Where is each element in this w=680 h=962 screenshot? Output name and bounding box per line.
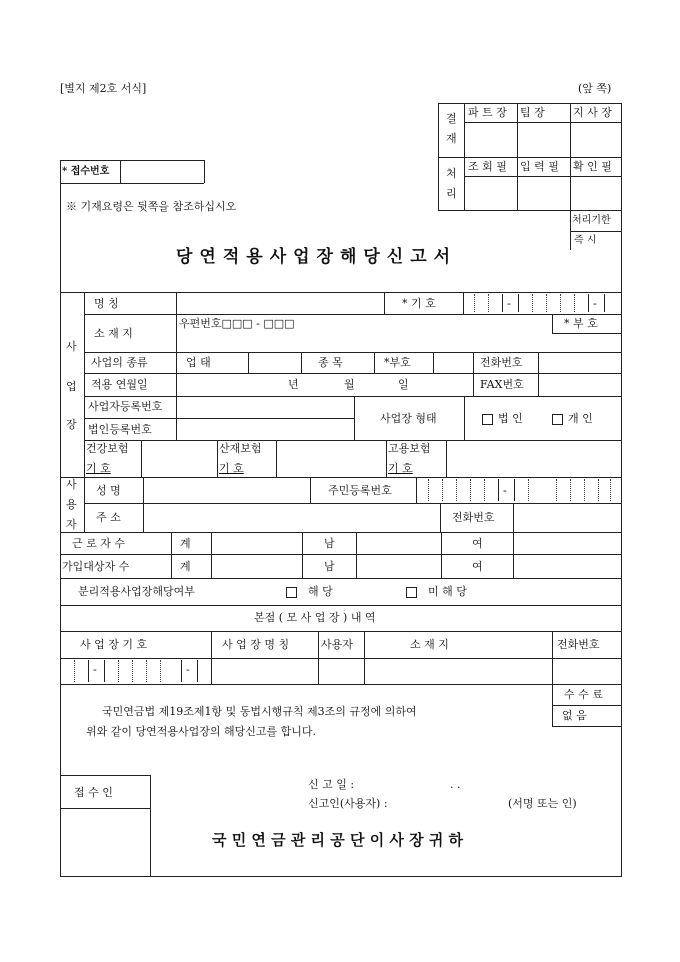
page-side: (앞 쪽)	[578, 82, 612, 95]
workplace-form-label: 사업장 형태	[380, 412, 437, 425]
role-part-leader: 파 트 장	[468, 106, 507, 119]
addressee: 국 민 연 금 관 리 공 단 이 사 장 귀 하	[212, 831, 464, 849]
hq-col-address: 소 재 지	[410, 638, 449, 651]
apply-date-label: 적용 연월일	[91, 378, 148, 391]
address-label: 소 재 지	[94, 327, 133, 340]
employer-side-2: 용	[66, 498, 77, 511]
year-label: 년	[288, 378, 299, 391]
hq-col-code: 사 업 장 기 호	[80, 638, 148, 651]
separate-no-checkbox[interactable]	[406, 587, 417, 598]
insured-label: 가입대상자 수	[62, 560, 130, 573]
individual-checkbox[interactable]	[552, 414, 563, 425]
employer-address-label: 주 소	[96, 511, 121, 524]
individual-option-label: 개 인	[568, 412, 593, 425]
sub-code2-label: *부호	[384, 356, 411, 369]
fee-value: 없 음	[562, 709, 587, 722]
code-dash-1: -	[507, 297, 511, 310]
health-ins-label-1: 건강보험	[86, 442, 129, 455]
reporter-label: 신고인(사용자) :	[308, 797, 388, 810]
industrial-ins-label-2: 기 호	[219, 462, 244, 475]
day-label: 일	[398, 378, 409, 391]
health-ins-label-2: 기 호	[86, 462, 111, 475]
workplace-code-label: * 기 호	[402, 297, 436, 310]
industrial-ins-label-1: 산재보험	[219, 442, 262, 455]
employment-ins-label-2: 기 호	[388, 462, 413, 475]
receipt-number-label: * 접수번호	[62, 166, 110, 177]
corp-reg-label: 법인등록번호	[88, 423, 152, 436]
corp-option-label: 법 인	[498, 412, 523, 425]
employer-name-label: 성 명	[96, 484, 121, 497]
separate-yes-checkbox[interactable]	[286, 587, 297, 598]
role-branch-head: 지 사 장	[573, 106, 612, 119]
declaration-line-1: 국민연금법 제19조제1항 및 동법시행규칙 제3조의 규정에 의하여	[102, 705, 417, 718]
industry-label: 업 태	[186, 356, 211, 369]
employer-phone-label: 전화번호	[452, 511, 495, 524]
separate-no-label: 미 해 당	[428, 585, 467, 598]
deadline-value: 즉 시	[574, 235, 597, 246]
insured-female-label: 여	[472, 560, 483, 573]
signature-note: (서명 또는 인)	[508, 797, 577, 810]
month-label: 월	[344, 378, 355, 391]
approval-label-2: 재	[446, 132, 457, 145]
hq-col-name: 사 업 장 명 칭	[222, 638, 290, 651]
employer-side-1: 사	[66, 478, 77, 491]
hq-col-phone: 전화번호	[557, 638, 600, 651]
sub-code-label: * 부 호	[564, 317, 598, 330]
hq-col-employer: 사용자	[321, 638, 353, 651]
employer-side-3: 자	[66, 518, 77, 531]
insured-total-label: 계	[180, 560, 191, 573]
form-number: [별지 제2호 서식]	[60, 82, 147, 95]
workers-total-label: 계	[180, 537, 191, 550]
hq-dash-2: -	[186, 663, 190, 676]
declaration-line-2: 위와 같이 당연적용사업장의 해당신고를 합니다.	[86, 725, 317, 738]
biz-reg-label: 사업자등록번호	[88, 400, 163, 413]
headquarters-title: 본점 ( 모 사 업 장 ) 내 역	[254, 611, 376, 624]
employment-ins-label-1: 고용보험	[388, 442, 431, 455]
category-label: 종 목	[318, 356, 343, 369]
resident-no-label: 주민등록번호	[328, 484, 392, 497]
workers-label: 근 로 자 수	[72, 537, 125, 550]
workers-female-label: 여	[472, 537, 483, 550]
role-checked: 조 회 필	[468, 160, 507, 173]
workers-male-label: 남	[324, 537, 335, 550]
document-title: 당연적용사업장해당신고서	[176, 247, 458, 267]
code-dash-2: -	[593, 297, 597, 310]
postal-code-field: 우편번호□□□ - □□□	[179, 317, 295, 330]
process-label-2: 리	[446, 187, 457, 200]
fax-label: FAX번호	[480, 378, 524, 391]
workplace-side-3: 장	[66, 418, 77, 431]
approval-label-1: 결	[446, 112, 457, 125]
deadline-label: 처리기한	[572, 215, 611, 226]
role-team-leader: 팀 장	[520, 106, 545, 119]
insured-male-label: 남	[324, 560, 335, 573]
role-entered: 입 력 필	[520, 160, 559, 173]
separate-yes-label: 해 당	[308, 585, 333, 598]
hq-dash-1: -	[93, 663, 97, 676]
report-date-label: 신 고 일 :	[308, 778, 355, 791]
workplace-side-2: 업	[66, 380, 77, 393]
business-type-label: 사업의 종류	[91, 356, 148, 369]
resident-dash: -	[503, 484, 507, 497]
fee-label: 수 수 료	[564, 688, 603, 701]
role-verified: 확 인 필	[573, 160, 612, 173]
process-label-1: 처	[446, 167, 457, 180]
phone-label: 전화번호	[480, 356, 523, 369]
workplace-side-1: 사	[66, 340, 77, 353]
workplace-name-label: 명 칭	[94, 297, 119, 310]
receiver-label: 접 수 인	[74, 786, 113, 799]
instruction-note: ※ 기재요령은 뒷쪽을 참조하십시오	[66, 200, 237, 213]
report-date-value: . .	[450, 778, 461, 791]
separate-label: 분리적용사업장해당여부	[78, 585, 195, 598]
corp-checkbox[interactable]	[482, 414, 493, 425]
